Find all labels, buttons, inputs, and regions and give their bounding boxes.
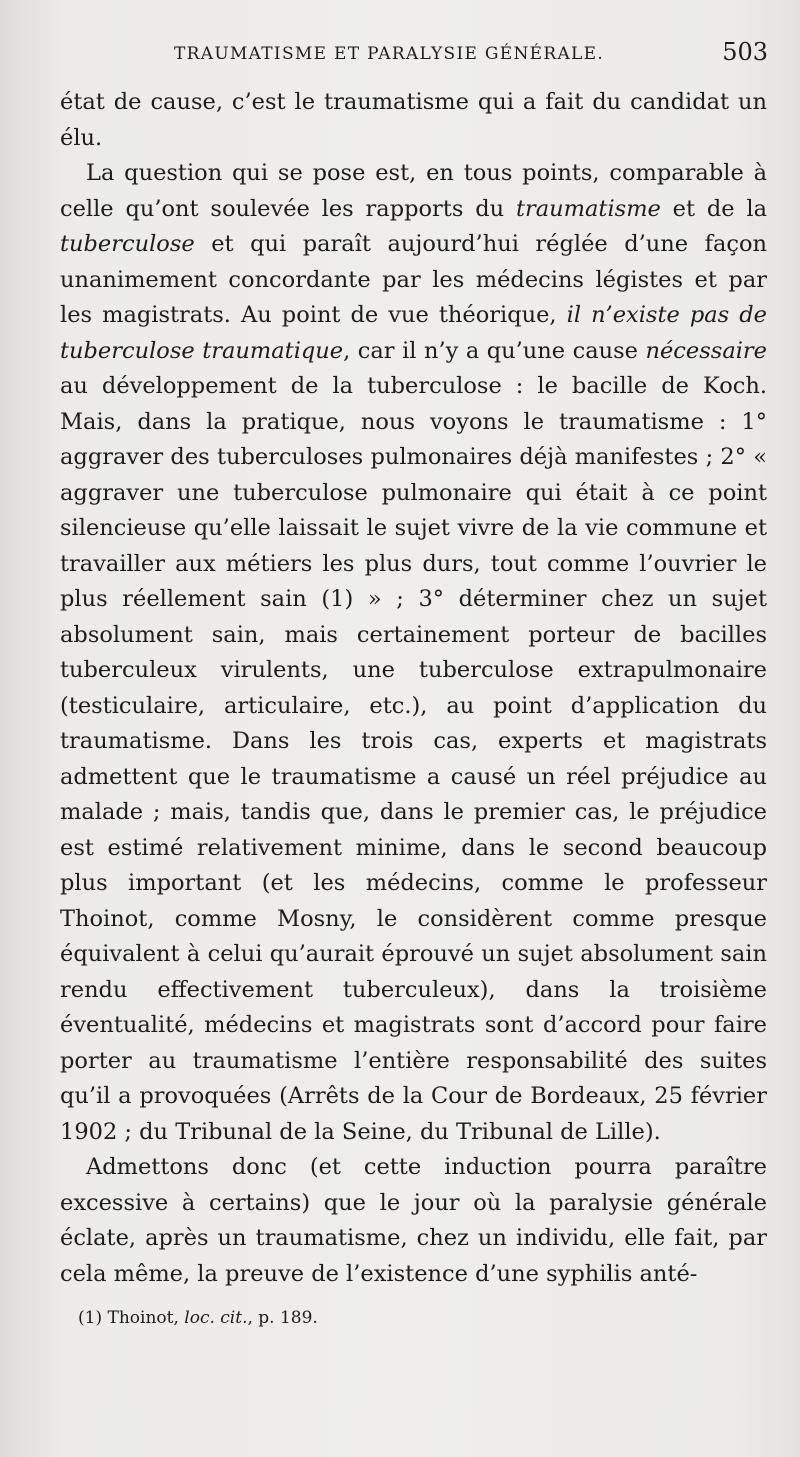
page-number: 503 [722, 38, 768, 66]
running-title: TRAUMATISME ET PARALYSIE GÉNÉRALE. [174, 44, 605, 64]
paragraph-text-run: et de la [660, 195, 767, 222]
paragraph-text-run: Admettons donc (et cette induction pourra paraître excessive à certains) que le jour où la paralysie générale éclate, après un traumatisme, chez un individu, elle fait, par cela même, la preuve de l’existence d’une syphilis anté- [60, 1154, 767, 1287]
paragraph-text-run: au développement de la tuberculose : le bacille de Koch. Mais, dans la pratique, nous voyons le traumatisme : 1° aggraver des tuberculoses pulmonaires déjà manifestes ; 2° « aggraver une tuberculose pulmonaire qui était à ce point silencieuse qu’elle laissait le sujet vivre de la vie commune et travailler aux métiers les plus durs, tout comme l’ouvrier le plus réellement sain (1) » ; 3° déterminer chez un sujet absolument sain, mais certainement porteur de bacilles tuberculeux virulents, une tuberculose extrapulmonaire (testiculaire, articulaire, etc.), au point d’application du traumatisme. Dans les trois cas, experts et magistrats admettent que le traumatisme a causé un réel préjudice au malade ; mais, tandis que, dans le premier cas, le préjudice est estimé relativement minime, dans le second beaucoup plus important (et les médecins, comme le professeur Thoinot, comme Mosny, le considèrent comme presque équivalent à celui qu’aurait éprouvé un sujet absolument sain rendu effectivement tuberculeux), dans la troisième éventualité, médecins et magistrats sont d’accord pour faire porter au traumatisme l’entière responsabilité des suites qu’il a provoquées (Arrêts de la Cour de Bordeaux, 25 février 1902 ; du Tribunal de la Seine, du Tribunal de Lille). [60, 373, 767, 1145]
paragraph-italic-run: il n’existe pas de tuberculose traumatique [60, 302, 767, 364]
paragraph-text-run: état de cause, c’est le traumatisme qui a fait du candidat un élu. [60, 89, 767, 151]
footnote-italic-run: loc. cit. [184, 1308, 248, 1328]
body-text [60, 85, 767, 1292]
paragraph-italic-run: traumatisme [515, 195, 661, 222]
footnote [78, 1307, 768, 1329]
paragraph-1 [60, 85, 767, 156]
paragraph-italic-run: nécessaire [645, 337, 767, 364]
paragraph-2 [60, 156, 767, 1150]
paragraph-italic-run: tuberculose [60, 231, 195, 257]
footnote-text-run: , p. 189. [247, 1308, 318, 1328]
paragraph-text-run: et qui paraît aujourd’hui réglée d’une façon unanimement concordante par les médecins légistes et par les magistrats. Au point de vue théorique, [60, 231, 767, 328]
paragraph-text-run: La question qui se pose est, en tous points, comparable à celle qu’ont soulevée les rapports du [60, 160, 767, 222]
paragraph-3 [60, 1150, 767, 1292]
footnote-text-run: (1) Thoinot, [78, 1308, 185, 1328]
paragraph-text-run: , car il n’y a qu’une cause [343, 337, 646, 364]
